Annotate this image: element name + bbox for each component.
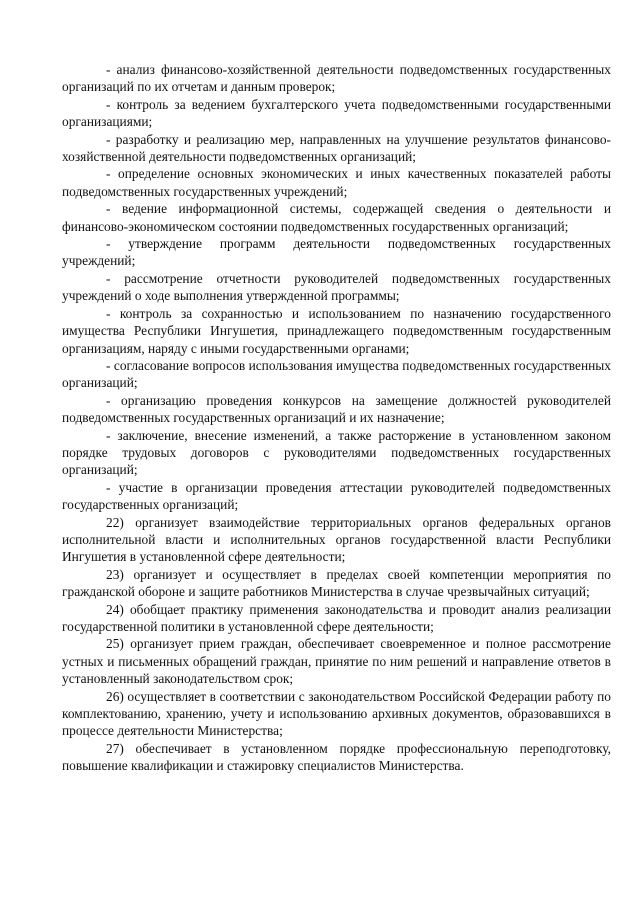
paragraph: 22) организует взаимодействие территориальных органов федеральных органов исполнительной власти и исполнительных органов государственной власти Республики Ингушетия в установленной сфере деятельности; — [62, 514, 611, 565]
paragraph: - рассмотрение отчетности руководителей подведомственных государственных учреждений о ходе выполнения утвержденной программы; — [62, 270, 611, 304]
paragraph: 24) обобщает практику применения законодательства и проводит анализ реализации государственной политики в установленной сфере деятельности; — [62, 601, 611, 634]
paragraph: 23) организует и осуществляет в пределах своей компетенции мероприятия по гражданской обороне и защите работников Министерства в случае чрезвычайных ситуаций; — [62, 566, 611, 600]
paragraph: - заключение, внесение изменений, а также расторжение в установленном законом порядке трудовых договоров с руководителями подведомственных государственных организаций; — [62, 427, 611, 478]
paragraph: - согласование вопросов использования имущества подведомственных государственных организаций; — [62, 357, 611, 391]
paragraph: - анализ финансово-хозяйственной деятельности подведомственных государственных организаций по их отчетам и данным проверок; — [62, 62, 611, 95]
paragraph: 26) осуществляет в соответствии с законодательством Российской Федерации работу по комплектованию, хранению, учету и использованию архивных документов, образовавшихся в процессе деятельности Министерства; — [62, 688, 611, 739]
paragraph: - организацию проведения конкурсов на замещение должностей руководителей подведомственных государственных организаций и их назначение; — [62, 392, 611, 426]
paragraph: - разработку и реализацию мер, направленных на улучшение результатов финансово-хозяйственной деятельности подведомственных организаций; — [62, 131, 611, 165]
paragraph: - участие в организации проведения аттестации руководителей подведомственных государственных организаций; — [62, 479, 611, 513]
paragraph: 25) организует прием граждан, обеспечивает своевременное и полное рассмотрение устных и письменных обращений граждан, принятие по ним решений и направление ответов в установленный законодательством срок; — [62, 636, 611, 687]
document-page — [62, 61, 611, 775]
paragraph: - ведение информационной системы, содержащей сведения о деятельности и финансово-экономическом состоянии подведомственных государственных организаций; — [62, 201, 611, 234]
paragraph: - контроль за сохранностью и использованием по назначению государственного имущества Республики Ингушетия, принадлежащего подведомственным государственным организациям, наряду с иными государственными органами; — [62, 305, 611, 356]
paragraph: 27) обеспечивает в установленном порядке профессиональную переподготовку, повышение квалификации и стажировку специалистов Министерства. — [62, 740, 611, 774]
paragraph: - определение основных экономических и иных качественных показателей работы подведомственных государственных учреждений; — [62, 166, 611, 199]
paragraph: - утверждение программ деятельности подведомственных государственных учреждений; — [62, 236, 611, 269]
paragraph: - контроль за ведением бухгалтерского учета подведомственными государственными организациями; — [62, 96, 611, 130]
